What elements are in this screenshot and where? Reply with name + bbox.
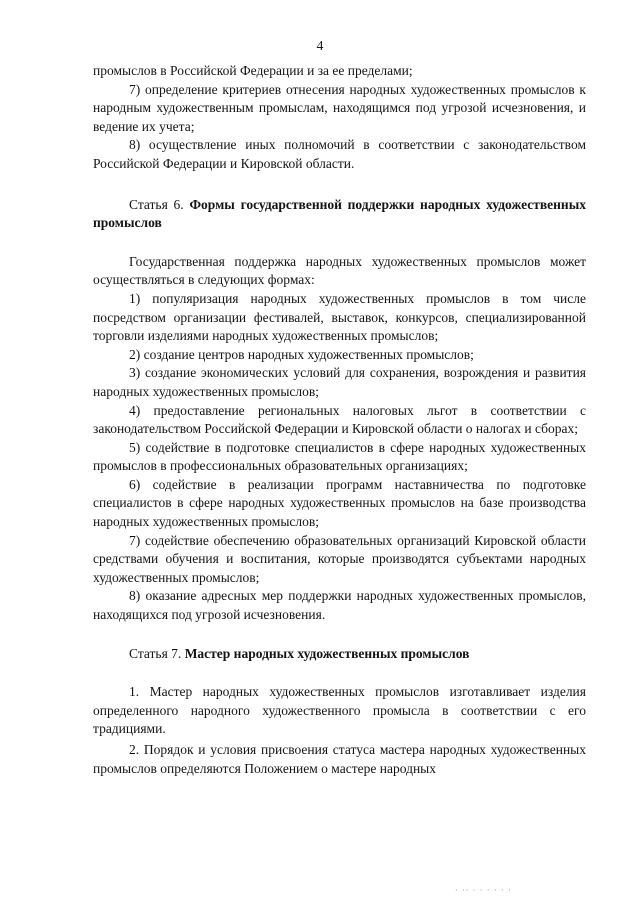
document-body <box>93 62 586 778</box>
list-item: 8) осуществление иных полномочий в соответствии с законодательством Российской Федерации и Кировской области. <box>93 137 586 171</box>
article-7-prefix: Статья 7. <box>129 645 182 661</box>
article-6-title: Формы государственной поддержки народных художественных промыслов <box>93 196 586 231</box>
article-6-heading <box>93 196 586 233</box>
paragraph-continuation: промыслов в Российской Федерации и за ее пределами; <box>93 63 413 78</box>
page-number: 4 <box>316 38 324 53</box>
scan-footer-mark: · ·· · · · · · · <box>455 886 512 895</box>
article-7-heading <box>93 645 586 664</box>
list-item: 2) создание центров народных художественных промыслов; <box>129 346 474 362</box>
list-item: 2. Порядок и условия присвоения статуса мастера народных художественных промыслов определяются Положением о мастере народных <box>93 742 586 776</box>
article-6-prefix: Статья 6. <box>129 196 184 212</box>
list-item: 7) содействие обеспечению образовательных организаций Кировской области средствами обучения и воспитания, которые производятся субъектами народных художественных промыслов; <box>93 532 586 585</box>
list-item: 6) содействие в реализации программ наставничества по подготовке специалистов в сфере народных художественных промыслов на базе производства народных художественных промыслов; <box>93 476 586 530</box>
list-item: 8) оказание адресных мер поддержки народных художественных промыслов, находящихся под угрозой исчезновения. <box>93 588 586 623</box>
article-7-title: Мастер народных художественных промыслов <box>184 645 470 661</box>
article-6-intro: Государственная поддержка народных художественных промыслов может осуществляться в следующих формах: <box>93 253 586 288</box>
list-item: 1) популяризация народных художественных промыслов в том числе посредством организации фестивалей, выставок, конкурсов, специализированной торговли изделиями народных художественных промыслов; <box>93 290 586 344</box>
list-item: 7) определение критериев отнесения народных художественных промыслов к народным художественным промыслам, находящимся под угрозой исчезновения, и ведение их учета; <box>93 81 586 134</box>
list-item: 1. Мастер народных художественных промыслов изготавливает изделия определенного народного художественного промысла в соответствии с его традициями. <box>93 684 586 737</box>
list-item: 4) предоставление региональных налоговых льгот в соответствии с законодательством Российской Федерации и Кировской области о налогах и сборах; <box>93 402 586 437</box>
list-item: 5) содействие в подготовке специалистов в сфере народных художественных промыслов в профессиональных образовательных организациях; <box>93 439 586 474</box>
list-item: 3) создание экономических условий для сохранения, возрождения и развития народных художественных промыслов; <box>93 365 586 399</box>
